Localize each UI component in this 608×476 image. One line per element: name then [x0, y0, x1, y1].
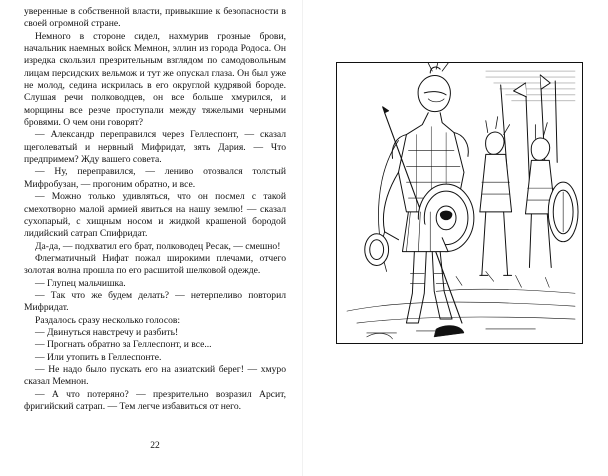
warriors-illustration — [337, 63, 582, 343]
ground-hatching — [347, 271, 575, 332]
paragraph: Да-да, — подхватил его брат, полководец Ресак, — смешно! — [35, 240, 281, 252]
paragraph: — Двинуться навстречу и разбить! — [35, 326, 179, 338]
paragraph: — Глупец мальчишка. — [35, 277, 126, 289]
paragraph: Флегматичный Нифат пожал широкими плечами, отчего золотая волна прошла по его расшитой шелковой одежде. — [24, 252, 286, 277]
paragraph: — Ну, переправился, — лениво отозвался толстый Мифробузан, — прогоним обратно, и все. — [24, 166, 286, 190]
body-text — [24, 6, 286, 413]
illustration-frame — [336, 62, 583, 344]
paragraph: — Или утопить в Геллеспонте. — [35, 351, 162, 363]
background-spear — [525, 83, 529, 182]
paragraph: — Можно только удивляться, что он посмел с такой смехотворно малой армией явиться на нашу землю! — сказал сухопарый, с хищным носом и жидкой крашеной бородой лидийский сатрап Спифридат. — [24, 191, 286, 240]
paragraph: — Так что же будем делать? — нетерпеливо повторил Мифридат. — [24, 289, 286, 314]
paragraph: — Прогнать обратно за Геллеспонт, и все... — [35, 339, 212, 351]
paragraph: — Александр переправился через Геллеспонт, — сказал щеголеватый и нервный Мифридат, зять Дария. — Что предпримем? Жду вашего совета. — [24, 129, 286, 166]
main-warrior — [377, 63, 474, 323]
sky-hatching — [486, 71, 575, 101]
paragraph: Немного в стороне сидел, нахмурив грозные брови, начальник наемных войск Мемнон, эллин из города Родоса. Он изредка скользил презрительным взглядом по самодовольным лицам персидских вельмож и тут же опускал глаза. Он был уже не молод, седина искрилась в его округлой кудрявой бороде. Слушая речи полководцев, он все больше хмурился, и морщины все резче проступали между тяжелыми черными бровями. О чем они говорят? — [24, 30, 286, 129]
background-spear — [555, 81, 557, 162]
paragraph: Раздалось сразу несколько голосов: — [35, 314, 181, 326]
paragraph: — Не надо было пускать его на азиатский берег! — хмуро сказал Мемнон. — [24, 363, 286, 388]
paragraph: уверенные в собственной власти, привыкшие к безопасности в своей огромной стране. — [24, 6, 286, 30]
page-number: 22 — [150, 440, 160, 451]
left-shield — [365, 234, 389, 266]
paragraph: — А что потеряно? — презрительно возразил Арсит, фригийский сатрап. — Тем легче избавиться от него. — [24, 388, 286, 412]
left-page — [24, 6, 286, 413]
background-warrior — [480, 117, 512, 276]
page-gutter — [302, 0, 303, 476]
